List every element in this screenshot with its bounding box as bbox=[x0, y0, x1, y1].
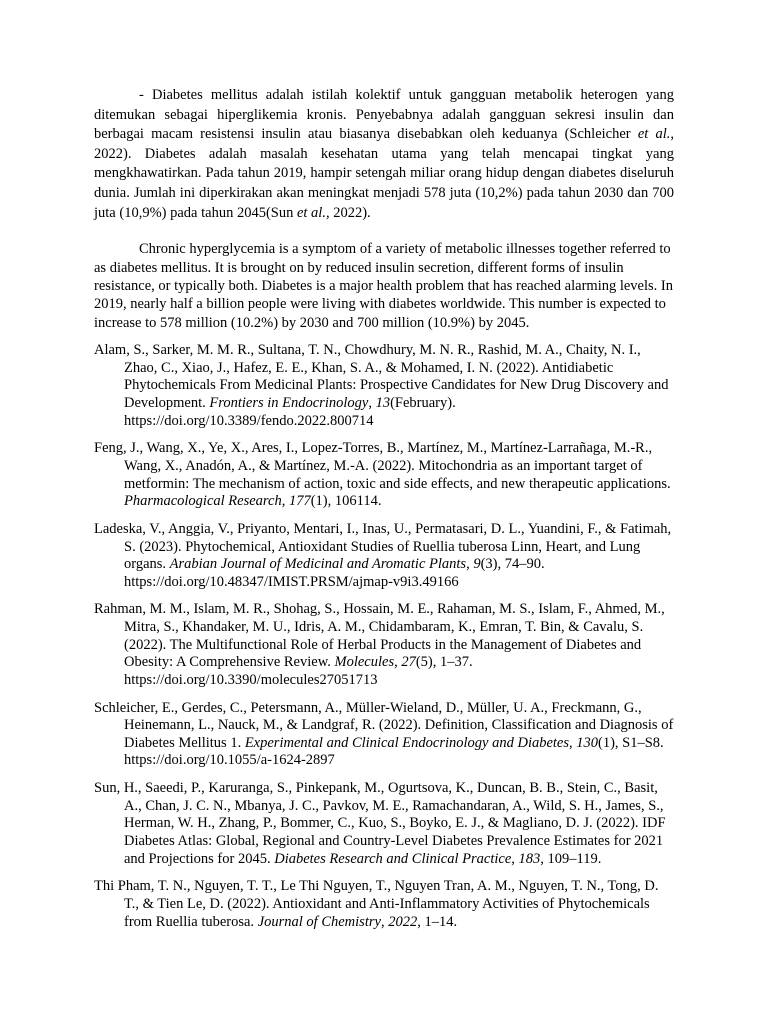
italic-text: Pharmacological Research bbox=[124, 493, 282, 510]
text-run: , 2022). bbox=[325, 204, 371, 221]
italic-text: 183 bbox=[518, 850, 541, 867]
reference-list bbox=[94, 342, 674, 931]
text-run: - Diabetes mellitus adalah istilah kolektif untuk gangguan metabolik heterogen yang ditemukan sebagai hiperglikemia kronis. Penyebabnya adalah gangguan sekresi insulin dan berbagai macam resistensi insulin atau biasanya disebabkan oleh keduanya (Schleicher bbox=[94, 87, 674, 143]
text-run: Rahman, M. M., Islam, M. R., Shohag, S., Hossain, M. E., Rahaman, M. S., Islam, F., Ahmed, M., Mitra, S., Khandaker, M. U., Idris, A. M., Chidambaram, K., Emran, T. Bin, & Cavalu, S. (2022). The Multifunctional Role of Herbal Products in the Management of Diabetes and Obesity: A Comprehensive Review. bbox=[94, 601, 665, 671]
text-run: Chronic hyperglycemia is a symptom of a variety of metabolic illnesses together referred to as diabetes mellitus. It is brought on by reduced insulin secretion, different forms of insulin resistance, or typically both. Diabetes is a major health problem that has reached alarming levels. In 2019, nearly half a billion people were living with diabetes worldwide. This number is expected to increase to 578 million (10.2%) by 2030 and 700 million (10.9%) by 2045. bbox=[94, 241, 673, 331]
document-page bbox=[94, 86, 674, 941]
text-run: , 2022). Diabetes adalah masalah kesehatan utama yang telah mencapai tingkat yang mengkhawatirkan. Pada tahun 2019, hampir setengah miliar orang hidup dengan diabetes diseluruh dunia. Jumlah ini diperkirakan akan meningkat menjadi 578 juta (10,2%) pada tahun 2030 dan 700 juta (10,9%) pada tahun 2045(Sun bbox=[94, 126, 674, 221]
text-run: , bbox=[281, 493, 289, 510]
reference-entry bbox=[94, 440, 674, 510]
indonesian-paragraph bbox=[94, 86, 674, 223]
reference-entry bbox=[94, 700, 674, 770]
italic-text: 177 bbox=[288, 493, 311, 510]
italic-text: 130 bbox=[576, 734, 599, 751]
text-run: Sun, H., Saeedi, P., Karuranga, S., Pinkepank, M., Ogurtsova, K., Duncan, B. B., Stein, C., Basit, A., Chan, J. C. N., Mbanya, J. C., Pavkov, M. E., Ramachandaran, A., Wild, S. H., James, S., Herman, W. H., Zhang, P., Bommer, C., Kuo, S., Boyko, E. J., & Magliano, D. J. (2022). IDF Diabetes Atlas: Global, Regional and Country-Level Diabetes Prevalence Estimates for 2021 and Projections for 2045. bbox=[94, 780, 666, 867]
english-paragraph bbox=[94, 240, 674, 332]
text-run: Thi Pham, T. N., Nguyen, T. T., Le Thi Nguyen, T., Nguyen Tran, A. M., Nguyen, T. N., Tong, D. T., & Tien Le, D. (2022). Antioxidant and Anti-Inflammatory Activities of Phytochemicals from Ruellia tuberosa. bbox=[94, 878, 659, 930]
reference-entry bbox=[94, 521, 674, 591]
text-run: Feng, J., Wang, X., Ye, X., Ares, I., Lopez-Torres, B., Martínez, M., Martínez-Larrañaga, M.-R., Wang, X., Anadón, A., & Martínez, M.-A. (2022). Mitochondria as an important target of metformin: The mechanism of action, toxic and side effects, and new therapeutic applications. bbox=[94, 440, 671, 492]
text-run: , bbox=[368, 394, 376, 411]
italic-text: 9 bbox=[473, 556, 481, 573]
text-run: , 1–14. bbox=[417, 913, 458, 930]
italic-text: et al. bbox=[637, 126, 671, 143]
text-run: (1), 106114. bbox=[310, 493, 382, 510]
text-run: (3), 74–90. https://doi.org/10.48347/IMIST.PRSM/ajmap-v9i3.49166 bbox=[124, 556, 545, 590]
text-run: (1), S1–S8. https://doi.org/10.1055/a-1624-2897 bbox=[124, 734, 664, 769]
reference-entry bbox=[94, 878, 674, 931]
italic-text: Journal of Chemistry bbox=[257, 913, 381, 930]
text-run: , bbox=[569, 734, 577, 751]
italic-text: 2022 bbox=[388, 913, 418, 930]
reference-entry bbox=[94, 342, 674, 430]
italic-text: Diabetes Research and Clinical Practice bbox=[274, 850, 512, 867]
italic-text: Molecules bbox=[334, 654, 395, 671]
text-run: , bbox=[394, 654, 402, 671]
italic-text: 27 bbox=[401, 654, 416, 671]
italic-text: Arabian Journal of Medicinal and Aromatic Plants bbox=[169, 556, 467, 573]
reference-entry bbox=[94, 601, 674, 689]
text-run: Schleicher, E., Gerdes, C., Petersmann, A., Müller-Wieland, D., Müller, U. A., Freckmann, G., Heinemann, L., Nauck, M., & Landgraf, R. (2022). Definition, Classification and Diagnosis of Diabetes Mellitus 1. bbox=[94, 699, 674, 751]
text-run: (February). https://doi.org/10.3389/fendo.2022.800714 bbox=[124, 394, 456, 429]
text-run: , bbox=[380, 913, 389, 930]
italic-text: Experimental and Clinical Endocrinology and Diabetes bbox=[244, 734, 570, 751]
italic-text: Frontiers in Endocrinology bbox=[209, 394, 369, 411]
text-run: , bbox=[511, 850, 519, 867]
italic-text: 13 bbox=[375, 394, 391, 411]
reference-entry bbox=[94, 780, 674, 868]
text-run: Ladeska, V., Anggia, V., Priyanto, Mentari, I., Inas, U., Permatasari, D. L., Yuandini, F., & Fatimah, S. (2023). Phytochemical, Antioxidant Studies of Ruellia tuberosa Linn, Heart, and Lung organs. bbox=[94, 520, 672, 573]
text-run: , 109–119. bbox=[540, 850, 602, 867]
text-run: (5), 1–37. https://doi.org/10.3390/molecules27051713 bbox=[124, 654, 473, 688]
text-run: , bbox=[466, 556, 474, 573]
text-run: Alam, S., Sarker, M. M. R., Sultana, T. N., Chowdhury, M. N. R., Rashid, M. A., Chaity, N. I., Zhao, C., Xiao, J., Hafez, E. E., Khan, S. A., & Mohamed, I. N. (2022). Antidiabetic Phytochemicals From Medicinal Plants: Prospective Candidates for New Drug Discovery and Development. bbox=[94, 342, 669, 411]
italic-text: et al. bbox=[296, 204, 326, 221]
